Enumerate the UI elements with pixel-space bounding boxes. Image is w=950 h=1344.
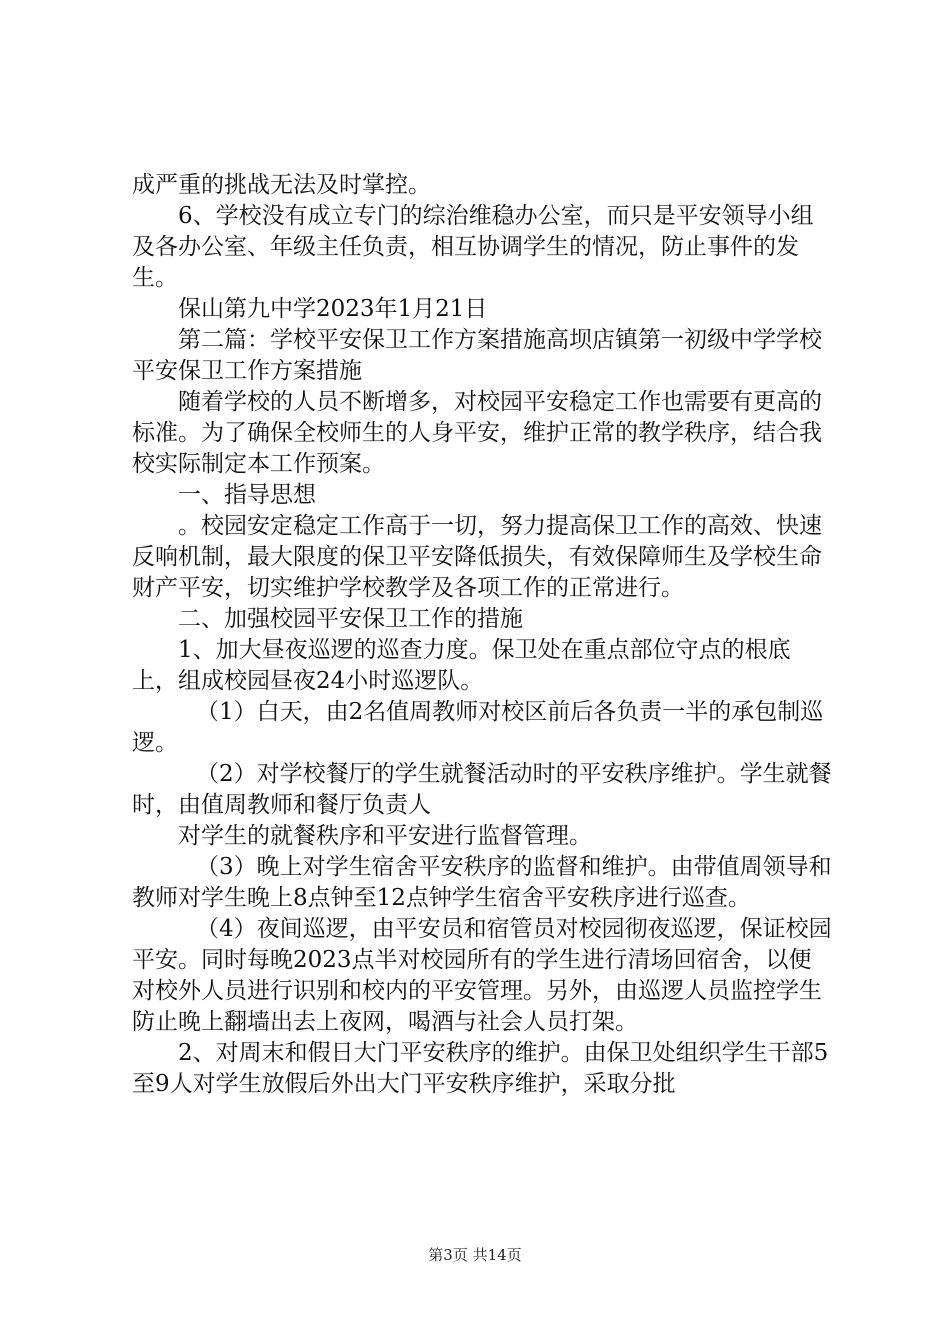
paragraph: 6、学校没有成立专门的综治维稳办公室，而只是平安领导小组及各办公室、年级主任负责，相互协调学生的情况，防止事件的发生。 — [132, 203, 814, 291]
paragraph: 对学生的就餐秩序和平安进行监督管理。 — [178, 823, 592, 849]
section-heading: 一、指导思想 — [178, 482, 316, 508]
paragraph: 2、对周末和假日大门平安秩序的维护。由保卫处组织学生干部5至9人对学生放假后外出大门平安秩序维护，采取分批 — [132, 1040, 829, 1097]
paragraph: 成严重的挑战无法及时掌控。 — [132, 172, 431, 198]
paragraph: （3）晚上对学生宿舍平安秩序的监督和维护。由带值周领导和教师对学生晚上8点钟至12点钟学生宿舍平安秩序进行巡查。 — [132, 854, 832, 911]
paragraph: 保山第九中学2023年1月21日 — [178, 296, 488, 322]
paragraph: 1、加大昼夜巡逻的巡查力度。保卫处在重点部位守点的根底上，组成校园昼夜24小时巡逻队。 — [132, 637, 791, 694]
paragraph: 第二篇：学校平安保卫工作方案措施高坝店镇第一初级中学学校平安保卫工作方案措施 — [132, 327, 822, 384]
paragraph: 。校园安定稳定工作高于一切，努力提高保卫工作的高效、快速反响机制，最大限度的保卫平安降低损失，有效保障师生及学校生命财产平安，切实维护学校教学及各项工作的正常进行。 — [132, 513, 822, 601]
paragraph: 随着学校的人员不断增多，对校园平安稳定工作也需要有更高的标准。为了确保全校师生的人身平安，维护正常的教学秩序，结合我校实际制定本工作预案。 — [132, 389, 822, 477]
section-heading: 二、加强校园平安保卫工作的措施 — [178, 606, 523, 632]
paragraph: （2）对学校餐厅的学生就餐活动时的平安秩序维护。学生就餐时，由值周教师和餐厅负责人 — [132, 761, 832, 818]
page-footer: 第3页 共14页 — [428, 1246, 522, 1264]
paragraph: （4）夜间巡逻，由平安员和宿管员对校园彻夜巡逻，保证校园平安。同时每晚2023点半对校园所有的学生进行清场回宿舍，以便对校外人员进行识别和校内的平安管理。另外，由巡逻人员监控学生防止晚上翻墙出去上夜网，喝酒与社会人员打架。 — [132, 916, 832, 1035]
paragraph: （1）白天，由2名值周教师对校区前后各负责一半的承包制巡逻。 — [132, 699, 824, 756]
document-body — [132, 170, 832, 1100]
